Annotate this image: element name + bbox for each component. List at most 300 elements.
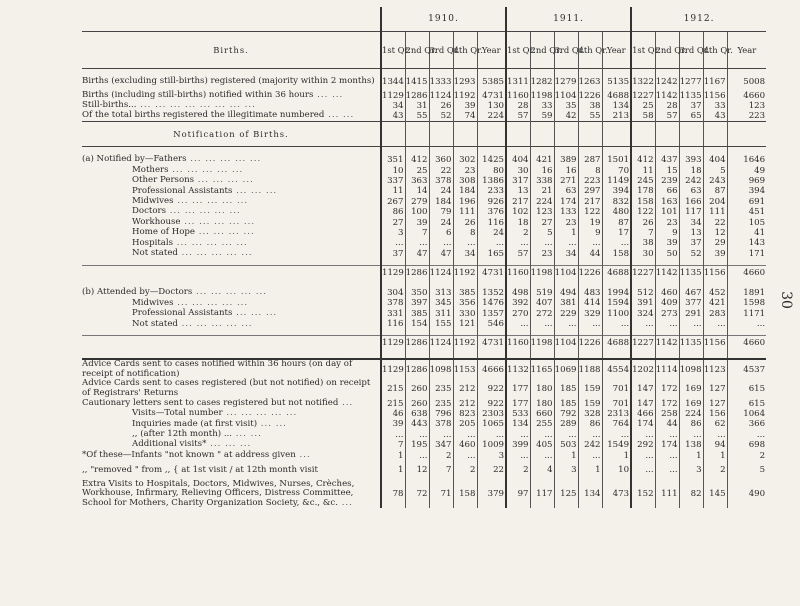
row-label-dots: ... ... (324, 110, 355, 121)
table-row (82, 288, 766, 298)
row-value: 29 (703, 238, 727, 248)
row-value: 1 (703, 450, 727, 460)
row-value: 7 (381, 440, 405, 450)
row-value: 39 (453, 101, 477, 111)
row-value: 184 (453, 186, 477, 196)
row-value: 1263 (578, 72, 602, 91)
row-value: 26 (631, 217, 655, 227)
quarter-header: Year (477, 32, 506, 69)
row-value: 156 (703, 409, 727, 419)
row-value: 1594 (602, 298, 631, 308)
total-value: 1227 (631, 336, 655, 351)
row-value: 47 (429, 249, 453, 259)
row-label (82, 461, 381, 480)
row-value: 180 (530, 398, 554, 408)
row-label-text: Midwives (132, 297, 174, 308)
table-row (82, 440, 766, 450)
row-value: 213 (602, 111, 631, 122)
section-cell (429, 122, 453, 147)
row-value: 313 (429, 288, 453, 298)
row-value: 171 (727, 249, 766, 259)
row-value: 178 (631, 186, 655, 196)
section-cell (631, 122, 655, 147)
row-value: 1357 (477, 309, 506, 319)
row-value: 764 (602, 419, 631, 429)
spacer-row-cell (405, 350, 429, 359)
row-value: ... (679, 430, 703, 440)
spacer-row-cell (655, 280, 679, 288)
table-row (82, 298, 766, 308)
row-value: 155 (429, 319, 453, 329)
row-value: 443 (405, 419, 429, 429)
row-value: 338 (530, 176, 554, 186)
row-value: 242 (679, 176, 703, 186)
total-value: 1124 (429, 336, 453, 351)
row-value: 169 (679, 379, 703, 398)
row-value: 480 (602, 207, 631, 217)
row-value: 324 (631, 309, 655, 319)
row-value: 304 (381, 288, 405, 298)
row-value: 121 (453, 319, 477, 329)
row-value: 30 (506, 165, 530, 175)
row-value: 1277 (679, 72, 703, 91)
row-value: 39 (381, 419, 405, 429)
row-value: 329 (578, 309, 602, 319)
row-value: 260 (405, 398, 429, 408)
row-value: 65 (679, 111, 703, 122)
row-value: 512 (631, 288, 655, 298)
row-value: 615 (727, 398, 766, 408)
quarter-header: 3rd Qr. (679, 32, 703, 69)
quarter-header: 2nd Qr. (655, 32, 679, 69)
row-value: 31 (405, 101, 429, 111)
row-value: 404 (506, 155, 530, 165)
row-label (82, 228, 381, 238)
row-value: 158 (602, 249, 631, 259)
row-value: 1425 (477, 155, 506, 165)
row-value: 39 (655, 238, 679, 248)
row-value: 177 (506, 398, 530, 408)
row-value: 25 (405, 165, 429, 175)
year-header-blank (82, 7, 381, 32)
table-row (82, 430, 766, 440)
row-value: 378 (381, 298, 405, 308)
section-cell (381, 122, 405, 147)
row-value: 1 (381, 461, 405, 480)
table-row (82, 217, 766, 227)
row-value: 409 (655, 298, 679, 308)
row-value: 1160 (507, 91, 529, 101)
notification-header: Notification of Births. (82, 122, 381, 147)
row-value: 404 (703, 155, 727, 165)
row-label-dots: ... ... ... ... ... (166, 206, 241, 217)
row-value: 328 (578, 409, 602, 419)
row-label-dots: ... ... ... ... (194, 175, 254, 186)
row-label-dots: ... ... (313, 90, 344, 101)
row-value: 217 (506, 197, 530, 207)
row-label (82, 379, 381, 398)
row-value: 58 (631, 111, 655, 122)
row-value: 212 (453, 398, 477, 408)
row-label-dots: ... ... ... (206, 439, 252, 450)
row-label-text: *Of these—Infants "not known " at address given (82, 449, 296, 460)
spacer-row-cell (703, 350, 727, 359)
row-value: 125 (554, 480, 578, 509)
quarter-header: 1st Qr. (506, 32, 530, 69)
row-value: 22 (429, 165, 453, 175)
row-value: 80 (477, 165, 506, 175)
row-value: 1135 (679, 91, 702, 101)
row-value: 1069 (554, 359, 578, 379)
row-value: 389 (554, 155, 578, 165)
row-value: 235 (429, 398, 453, 408)
row-value: 1153 (453, 359, 477, 379)
row-value: 399 (506, 440, 530, 450)
row-value: 615 (727, 379, 766, 398)
row-value: 79 (429, 207, 453, 217)
year-header: 1911. (506, 7, 631, 32)
row-value: 184 (429, 197, 453, 207)
row-label (82, 207, 381, 217)
section-cell (554, 122, 578, 147)
row-value: 134 (602, 101, 631, 111)
row-value: 832 (602, 197, 631, 207)
row-value: 1098 (429, 359, 453, 379)
row-label-text: Of the total births registered the illegitimate numbered (82, 110, 325, 121)
row-value: 4731 (477, 91, 506, 101)
row-value: ... (578, 319, 602, 329)
row-value: 273 (655, 309, 679, 319)
row-value: 311 (429, 309, 453, 319)
row-value: 823 (453, 409, 477, 419)
spacer-row-cell (631, 280, 655, 288)
spacer-row-cell (602, 147, 631, 156)
row-value: 1 (554, 450, 578, 460)
row-value: ... (602, 319, 631, 329)
row-value: 13 (506, 186, 530, 196)
row-value: 1891 (727, 288, 766, 298)
row-value: ... (679, 319, 703, 329)
row-value: 49 (727, 165, 766, 175)
row-value: 10 (381, 165, 405, 175)
spacer-row-cell (655, 147, 679, 156)
spacer-row-cell (727, 280, 766, 288)
total-value: 4688 (602, 336, 631, 351)
row-value: 47 (405, 249, 429, 259)
row-value: 308 (453, 176, 477, 186)
row-value: 165 (477, 249, 506, 259)
table-row (82, 176, 766, 186)
row-value: 1129 (382, 91, 404, 101)
spacer-row-cell (554, 280, 578, 288)
row-value: 133 (554, 207, 578, 217)
total-value: 1198 (530, 336, 554, 351)
row-value: 260 (405, 379, 429, 398)
row-value: 5 (703, 165, 727, 175)
row-label-text: Hospitals (132, 237, 174, 248)
spacer-row-cell (405, 147, 429, 156)
row-value: 1501 (602, 155, 631, 165)
row-value: 102 (506, 207, 530, 217)
row-value: 414 (578, 298, 602, 308)
row-label-text: Not stated (132, 318, 178, 329)
row-value: 498 (506, 288, 530, 298)
row-value: ... (602, 430, 631, 440)
row-value: 122 (578, 207, 602, 217)
row-value: 37 (679, 238, 703, 248)
row-value: 270 (506, 309, 530, 319)
row-label-dots: ... ... ... ... ... (180, 216, 256, 227)
row-value: 1 (679, 450, 703, 460)
row-value: 127 (703, 398, 727, 408)
row-value: ... (703, 430, 727, 440)
row-label-text: Workhouse (132, 216, 181, 227)
row-value: 18 (506, 217, 530, 227)
row-value: 239 (655, 176, 679, 186)
spacer-row-cell (554, 147, 578, 156)
spacer-row-cell (602, 280, 631, 288)
table-row (82, 186, 766, 196)
row-value: 272 (530, 309, 554, 319)
row-value: 18 (679, 165, 703, 175)
row-label (82, 72, 381, 91)
row-value: 23 (655, 217, 679, 227)
row-value: ... (381, 238, 405, 248)
row-value: 407 (530, 298, 554, 308)
section-cell (405, 122, 429, 147)
row-label-text: Cautionary letters sent to cases registered but not notified (82, 397, 339, 408)
row-value: 360 (429, 155, 453, 165)
row-value: 212 (453, 379, 477, 398)
spacer-row-cell (453, 147, 477, 156)
spacer-row-cell (727, 350, 766, 359)
row-label (82, 238, 381, 248)
total-value: 1142 (655, 265, 679, 280)
row-value: 2 (506, 461, 530, 480)
table-row (82, 409, 766, 419)
spacer-row-cell (429, 350, 453, 359)
row-value: 1322 (631, 72, 655, 91)
row-value: 1476 (477, 298, 506, 308)
row-value: ... (381, 430, 405, 440)
spacer-row-cell (578, 350, 602, 359)
row-value: 147 (631, 398, 655, 408)
row-label (82, 409, 381, 419)
row-value: 302 (453, 155, 477, 165)
row-value: 122 (631, 207, 655, 217)
row-value: 381 (554, 298, 578, 308)
row-value: 691 (727, 197, 766, 207)
total-value: 4731 (477, 265, 506, 280)
spacer-row-cell (631, 350, 655, 359)
row-value: 1 (554, 228, 578, 238)
row-value: 2 (727, 450, 766, 460)
row-value: 30 (631, 249, 655, 259)
table-row (82, 197, 766, 207)
row-label (82, 111, 381, 122)
row-value: 1344 (381, 72, 405, 91)
row-value: 127 (703, 379, 727, 398)
row-value: 57 (655, 111, 679, 122)
row-label-dots: ... ... ... ... ... (173, 237, 248, 248)
row-label-dots: ... ... ... ... ... (177, 318, 253, 329)
row-value: 55 (405, 111, 429, 122)
row-value: 14 (405, 186, 429, 196)
row-value: ... (530, 450, 554, 460)
spacer-row-cell (655, 350, 679, 359)
row-label-dots: ... ... ... ... ... (173, 297, 249, 308)
row-value: ... (506, 238, 530, 248)
row-value: 533 (506, 409, 530, 419)
row-value: 33 (530, 101, 554, 111)
row-label-text: Midwives (132, 196, 174, 206)
row-value: 4554 (602, 359, 631, 379)
row-value: 17 (602, 228, 631, 238)
row-value: 145 (703, 480, 727, 509)
row-value: 111 (453, 207, 477, 217)
row-value: 6 (429, 228, 453, 238)
section-cell (453, 122, 477, 147)
row-value: 394 (602, 186, 631, 196)
row-value: 3 (477, 450, 506, 460)
row-label-dots: ... (295, 449, 311, 460)
row-value: 33 (703, 101, 727, 111)
row-label-dots: ... ... ... ... ... (173, 196, 249, 206)
row-label-text: Visits—Total number (132, 408, 223, 419)
row-value: 82 (679, 480, 703, 509)
spacer-row-cell (477, 147, 506, 156)
row-value: 169 (679, 398, 703, 408)
row-value: 8 (453, 228, 477, 238)
row-value: 16 (554, 165, 578, 175)
row-value: 23 (453, 165, 477, 175)
row-label-text: Professional Assistants (132, 185, 233, 196)
row-value: 376 (477, 207, 506, 217)
row-value: 1124 (429, 91, 452, 101)
row-label (82, 249, 381, 259)
row-value: 101 (655, 207, 679, 217)
row-value: 72 (405, 480, 429, 509)
row-value: 204 (703, 197, 727, 207)
row-value: 698 (727, 440, 766, 450)
row-value: 393 (679, 155, 703, 165)
row-value: 1 (578, 461, 602, 480)
total-value: 1226 (578, 265, 602, 280)
row-value: 38 (631, 238, 655, 248)
row-label-dots: ... (337, 497, 353, 508)
row-value: 503 (554, 440, 578, 450)
row-value: 123 (727, 101, 766, 111)
row-value: 317 (506, 176, 530, 186)
section-cell (703, 122, 727, 147)
row-value: ... (453, 430, 477, 440)
row-value: 87 (703, 186, 727, 196)
row-label-dots: ... ... ... ... ... (177, 247, 253, 258)
row-value: 21 (530, 186, 554, 196)
row-value: 1227 (632, 91, 654, 101)
row-value: 5 (530, 228, 554, 238)
row-value: 224 (679, 409, 703, 419)
row-value: 185 (554, 379, 578, 398)
row-label-text: Births (including still-births) notified within 36 hours (82, 90, 314, 101)
row-value: 159 (578, 379, 602, 398)
table-row (82, 461, 766, 480)
row-value: 172 (655, 398, 679, 408)
row-value: ... (405, 450, 429, 460)
row-value: ... (554, 238, 578, 248)
row-value: 2 (429, 450, 453, 460)
total-value: 1124 (429, 265, 453, 280)
row-value: 297 (578, 186, 602, 196)
row-value: 27 (381, 217, 405, 227)
row-value: 5008 (727, 72, 766, 91)
row-value: 1104 (554, 91, 577, 101)
row-value: ... (727, 319, 766, 329)
row-value: 412 (405, 155, 429, 165)
row-value: 215 (381, 398, 405, 408)
row-value: ... (631, 461, 655, 480)
row-value: ... (429, 238, 453, 248)
row-value: 174 (554, 197, 578, 207)
row-label (82, 197, 381, 207)
row-value: 10 (602, 461, 631, 480)
total-value: 1227 (631, 265, 655, 280)
spacer-row-cell (578, 280, 602, 288)
row-value: 379 (477, 480, 506, 509)
row-value: 57 (506, 111, 530, 122)
row-value: 385 (453, 288, 477, 298)
row-value: 926 (477, 197, 506, 207)
table-row (82, 238, 766, 248)
row-value: 1009 (477, 440, 506, 450)
row-value: 1352 (477, 288, 506, 298)
row-value: ... (506, 430, 530, 440)
row-value: ... (727, 430, 766, 440)
row-value: 546 (477, 319, 506, 329)
row-label-dots: ... ... ... (232, 308, 278, 319)
row-label-text: Other Persons (132, 175, 195, 186)
spacer-row-cell (703, 147, 727, 156)
row-value: 166 (679, 197, 703, 207)
row-value: 1100 (602, 309, 631, 319)
row-value: 215 (381, 379, 405, 398)
row-value: 1286 (405, 91, 428, 101)
row-value: 494 (554, 288, 578, 298)
row-value: 1123 (703, 359, 727, 379)
row-value: 245 (631, 176, 655, 186)
row-label-text: Inquiries made (at first visit) (132, 418, 258, 429)
table-row (82, 480, 766, 509)
row-value: 1098 (679, 359, 703, 379)
row-value: 519 (530, 288, 554, 298)
row-label (82, 359, 381, 379)
spacer-row-cell (381, 350, 405, 359)
row-label-text: Not stated (132, 247, 178, 258)
row-value: 3 (381, 228, 405, 238)
row-value: ... (703, 319, 727, 329)
row-value: 28 (506, 101, 530, 111)
row-value: ... (429, 430, 453, 440)
row-value: 1165 (530, 359, 554, 379)
row-value: 86 (578, 419, 602, 429)
row-value: 42 (554, 111, 578, 122)
row-value: 397 (405, 298, 429, 308)
row-value: 24 (429, 186, 453, 196)
total-value: 1198 (530, 265, 554, 280)
spacer-row-cell (453, 280, 477, 288)
quarter-header: Year (727, 32, 766, 69)
row-value: 180 (530, 379, 554, 398)
